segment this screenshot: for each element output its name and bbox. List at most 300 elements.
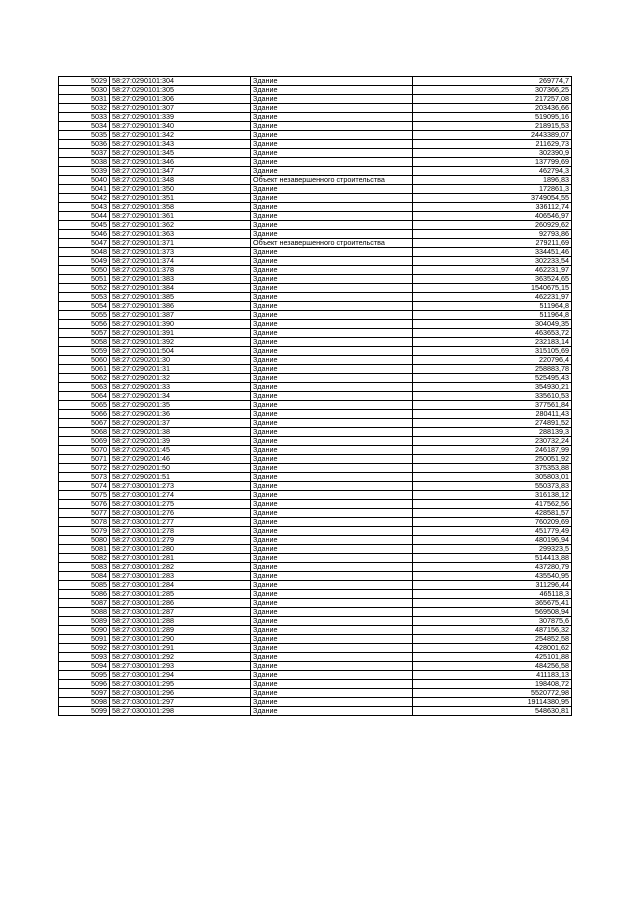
row-number: 5096	[59, 680, 110, 689]
cadastral-value: 487156,32	[413, 626, 572, 635]
cadastral-value: 514413,88	[413, 554, 572, 563]
cadastral-number: 58:27:0290101:504	[110, 347, 251, 356]
row-number: 5075	[59, 491, 110, 500]
cadastral-number: 58:27:0290101:363	[110, 230, 251, 239]
cadastral-number: 58:27:0290201:50	[110, 464, 251, 473]
table-row	[59, 95, 572, 104]
object-type: Здание	[251, 419, 413, 428]
table-row	[59, 194, 572, 203]
cadastral-value: 2443389,07	[413, 131, 572, 140]
row-number: 5077	[59, 509, 110, 518]
table-row	[59, 599, 572, 608]
cadastral-number: 58:27:0300101:276	[110, 509, 251, 518]
row-number: 5039	[59, 167, 110, 176]
object-type: Здание	[251, 140, 413, 149]
cadastral-value: 511964,8	[413, 311, 572, 320]
row-number: 5080	[59, 536, 110, 545]
cadastral-value: 5520772,98	[413, 689, 572, 698]
cadastral-number: 58:27:0300101:293	[110, 662, 251, 671]
object-type: Здание	[251, 410, 413, 419]
cadastral-number: 58:27:0290201:37	[110, 419, 251, 428]
cadastral-value-table	[58, 76, 572, 716]
row-number: 5094	[59, 662, 110, 671]
object-type: Здание	[251, 554, 413, 563]
cadastral-number: 58:27:0290101:345	[110, 149, 251, 158]
cadastral-value: 484256,58	[413, 662, 572, 671]
object-type: Здание	[251, 527, 413, 536]
cadastral-number: 58:27:0290101:343	[110, 140, 251, 149]
cadastral-number: 58:27:0290201:30	[110, 356, 251, 365]
table-row	[59, 158, 572, 167]
table-row	[59, 167, 572, 176]
cadastral-value: 462231,97	[413, 266, 572, 275]
object-type: Здание	[251, 500, 413, 509]
cadastral-value: 211629,73	[413, 140, 572, 149]
object-type: Здание	[251, 491, 413, 500]
object-type: Здание	[251, 455, 413, 464]
cadastral-number: 58:27:0300101:295	[110, 680, 251, 689]
cadastral-value: 462794,3	[413, 167, 572, 176]
table-row	[59, 230, 572, 239]
cadastral-value: 377561,84	[413, 401, 572, 410]
cadastral-value: 406546,97	[413, 212, 572, 221]
table-row	[59, 698, 572, 707]
cadastral-value: 220796,4	[413, 356, 572, 365]
row-number: 5034	[59, 122, 110, 131]
cadastral-value: 428001,62	[413, 644, 572, 653]
cadastral-number: 58:27:0300101:290	[110, 635, 251, 644]
cadastral-number: 58:27:0290101:392	[110, 338, 251, 347]
object-type: Здание	[251, 248, 413, 257]
table-row	[59, 374, 572, 383]
cadastral-value: 336112,74	[413, 203, 572, 212]
row-number: 5090	[59, 626, 110, 635]
table-row	[59, 572, 572, 581]
table-row	[59, 266, 572, 275]
object-type: Здание	[251, 635, 413, 644]
cadastral-number: 58:27:0300101:286	[110, 599, 251, 608]
row-number: 5061	[59, 365, 110, 374]
cadastral-value: 480196,94	[413, 536, 572, 545]
cadastral-value: 1540675,15	[413, 284, 572, 293]
table-row	[59, 554, 572, 563]
cadastral-number: 58:27:0290101:362	[110, 221, 251, 230]
cadastral-value: 569508,94	[413, 608, 572, 617]
row-number: 5091	[59, 635, 110, 644]
cadastral-number: 58:27:0290201:51	[110, 473, 251, 482]
object-type: Здание	[251, 581, 413, 590]
object-type: Здание	[251, 446, 413, 455]
object-type: Здание	[251, 536, 413, 545]
cadastral-number: 58:27:0290101:351	[110, 194, 251, 203]
object-type: Здание	[251, 302, 413, 311]
table-row	[59, 689, 572, 698]
object-type: Здание	[251, 626, 413, 635]
cadastral-number: 58:27:0290201:34	[110, 392, 251, 401]
object-type: Здание	[251, 518, 413, 527]
table-body	[59, 77, 572, 716]
object-type: Здание	[251, 149, 413, 158]
cadastral-value: 274891,52	[413, 419, 572, 428]
cadastral-value: 428581,57	[413, 509, 572, 518]
row-number: 5070	[59, 446, 110, 455]
row-number: 5029	[59, 77, 110, 86]
object-type: Здание	[251, 374, 413, 383]
row-number: 5084	[59, 572, 110, 581]
cadastral-number: 58:27:0290101:350	[110, 185, 251, 194]
object-type: Здание	[251, 401, 413, 410]
cadastral-number: 58:27:0290201:39	[110, 437, 251, 446]
table-row	[59, 707, 572, 716]
table-row	[59, 356, 572, 365]
row-number: 5031	[59, 95, 110, 104]
cadastral-value: 172861,3	[413, 185, 572, 194]
row-number: 5092	[59, 644, 110, 653]
table-row	[59, 149, 572, 158]
row-number: 5097	[59, 689, 110, 698]
table-row	[59, 140, 572, 149]
cadastral-number: 58:27:0300101:284	[110, 581, 251, 590]
table-row	[59, 122, 572, 131]
row-number: 5099	[59, 707, 110, 716]
table-row	[59, 383, 572, 392]
row-number: 5040	[59, 176, 110, 185]
cadastral-value: 304049,35	[413, 320, 572, 329]
cadastral-number: 58:27:0300101:274	[110, 491, 251, 500]
cadastral-number: 58:27:0290101:390	[110, 320, 251, 329]
object-type: Здание	[251, 482, 413, 491]
cadastral-value: 302233,54	[413, 257, 572, 266]
table-row	[59, 518, 572, 527]
row-number: 5093	[59, 653, 110, 662]
table-row	[59, 626, 572, 635]
table-row	[59, 275, 572, 284]
cadastral-number: 58:27:0290201:33	[110, 383, 251, 392]
object-type: Здание	[251, 671, 413, 680]
table-row	[59, 608, 572, 617]
row-number: 5057	[59, 329, 110, 338]
cadastral-number: 58:27:0300101:278	[110, 527, 251, 536]
table-row	[59, 662, 572, 671]
cadastral-value: 375353,88	[413, 464, 572, 473]
object-type: Здание	[251, 95, 413, 104]
cadastral-value: 519095,16	[413, 113, 572, 122]
table-row	[59, 563, 572, 572]
cadastral-number: 58:27:0290201:35	[110, 401, 251, 410]
object-type: Здание	[251, 284, 413, 293]
table-row	[59, 320, 572, 329]
row-number: 5085	[59, 581, 110, 590]
object-type: Здание	[251, 680, 413, 689]
cadastral-value: 335610,53	[413, 392, 572, 401]
object-type: Здание	[251, 392, 413, 401]
cadastral-value: 425101,88	[413, 653, 572, 662]
object-type: Здание	[251, 644, 413, 653]
table-row	[59, 527, 572, 536]
table-row	[59, 653, 572, 662]
object-type: Здание	[251, 617, 413, 626]
cadastral-number: 58:27:0290101:361	[110, 212, 251, 221]
object-type: Здание	[251, 221, 413, 230]
object-type: Здание	[251, 338, 413, 347]
object-type: Здание	[251, 347, 413, 356]
table-row	[59, 185, 572, 194]
cadastral-value: 299323,5	[413, 545, 572, 554]
object-type: Здание	[251, 293, 413, 302]
object-type: Здание	[251, 158, 413, 167]
cadastral-number: 58:27:0300101:277	[110, 518, 251, 527]
row-number: 5074	[59, 482, 110, 491]
object-type: Объект незавершенного строительства	[251, 239, 413, 248]
table-row	[59, 509, 572, 518]
row-number: 5048	[59, 248, 110, 257]
object-type: Здание	[251, 608, 413, 617]
row-number: 5047	[59, 239, 110, 248]
row-number: 5041	[59, 185, 110, 194]
row-number: 5059	[59, 347, 110, 356]
table-row	[59, 644, 572, 653]
row-number: 5030	[59, 86, 110, 95]
row-number: 5079	[59, 527, 110, 536]
object-type: Здание	[251, 698, 413, 707]
row-number: 5071	[59, 455, 110, 464]
cadastral-value: 511964,8	[413, 302, 572, 311]
cadastral-value: 279211,69	[413, 239, 572, 248]
row-number: 5038	[59, 158, 110, 167]
table-row	[59, 239, 572, 248]
object-type: Здание	[251, 212, 413, 221]
row-number: 5067	[59, 419, 110, 428]
cadastral-number: 58:27:0290101:340	[110, 122, 251, 131]
table-row	[59, 473, 572, 482]
cadastral-value: 250051,92	[413, 455, 572, 464]
cadastral-number: 58:27:0290101:374	[110, 257, 251, 266]
cadastral-number: 58:27:0290201:46	[110, 455, 251, 464]
cadastral-value: 525495,43	[413, 374, 572, 383]
row-number: 5082	[59, 554, 110, 563]
cadastral-number: 58:27:0290201:36	[110, 410, 251, 419]
cadastral-value: 246187,99	[413, 446, 572, 455]
cadastral-value: 311296,44	[413, 581, 572, 590]
cadastral-value: 465118,3	[413, 590, 572, 599]
object-type: Здание	[251, 311, 413, 320]
cadastral-value: 307875,6	[413, 617, 572, 626]
row-number: 5043	[59, 203, 110, 212]
cadastral-value: 550373,83	[413, 482, 572, 491]
table-row	[59, 581, 572, 590]
cadastral-number: 58:27:0290101:383	[110, 275, 251, 284]
cadastral-value: 254852,58	[413, 635, 572, 644]
cadastral-number: 58:27:0300101:283	[110, 572, 251, 581]
cadastral-value: 315105,69	[413, 347, 572, 356]
cadastral-number: 58:27:0290101:384	[110, 284, 251, 293]
cadastral-value: 137799,69	[413, 158, 572, 167]
cadastral-number: 58:27:0290101:387	[110, 311, 251, 320]
row-number: 5052	[59, 284, 110, 293]
cadastral-value: 435540,95	[413, 572, 572, 581]
table-row	[59, 77, 572, 86]
table-row	[59, 329, 572, 338]
table-row	[59, 590, 572, 599]
cadastral-value: 269774,7	[413, 77, 572, 86]
object-type: Здание	[251, 185, 413, 194]
row-number: 5033	[59, 113, 110, 122]
object-type: Здание	[251, 77, 413, 86]
row-number: 5042	[59, 194, 110, 203]
table-row	[59, 221, 572, 230]
row-number: 5069	[59, 437, 110, 446]
row-number: 5063	[59, 383, 110, 392]
cadastral-value: 417562,56	[413, 500, 572, 509]
cadastral-value: 316138,12	[413, 491, 572, 500]
table-row	[59, 293, 572, 302]
table-row	[59, 500, 572, 509]
cadastral-number: 58:27:0300101:292	[110, 653, 251, 662]
table-row	[59, 338, 572, 347]
object-type: Здание	[251, 365, 413, 374]
cadastral-number: 58:27:0290101:378	[110, 266, 251, 275]
table-row	[59, 428, 572, 437]
table-row	[59, 437, 572, 446]
cadastral-value: 307366,25	[413, 86, 572, 95]
table-row	[59, 446, 572, 455]
cadastral-value: 230732,24	[413, 437, 572, 446]
row-number: 5068	[59, 428, 110, 437]
row-number: 5087	[59, 599, 110, 608]
row-number: 5081	[59, 545, 110, 554]
cadastral-number: 58:27:0290201:31	[110, 365, 251, 374]
table-row	[59, 635, 572, 644]
row-number: 5055	[59, 311, 110, 320]
row-number: 5037	[59, 149, 110, 158]
row-number: 5058	[59, 338, 110, 347]
object-type: Здание	[251, 464, 413, 473]
cadastral-number: 58:27:0300101:296	[110, 689, 251, 698]
row-number: 5062	[59, 374, 110, 383]
object-type: Здание	[251, 653, 413, 662]
object-type: Здание	[251, 275, 413, 284]
cadastral-number: 58:27:0300101:289	[110, 626, 251, 635]
row-number: 5064	[59, 392, 110, 401]
row-number: 5051	[59, 275, 110, 284]
table-row	[59, 203, 572, 212]
cadastral-value: 437280,79	[413, 563, 572, 572]
object-type: Здание	[251, 383, 413, 392]
table-row	[59, 680, 572, 689]
table-row	[59, 536, 572, 545]
cadastral-number: 58:27:0290101:342	[110, 131, 251, 140]
object-type: Здание	[251, 689, 413, 698]
object-type: Здание	[251, 113, 413, 122]
cadastral-number: 58:27:0290101:348	[110, 176, 251, 185]
object-type: Здание	[251, 428, 413, 437]
cadastral-number: 58:27:0300101:294	[110, 671, 251, 680]
cadastral-number: 58:27:0290101:305	[110, 86, 251, 95]
table-row	[59, 392, 572, 401]
row-number: 5095	[59, 671, 110, 680]
cadastral-value: 3749054,55	[413, 194, 572, 203]
table-row	[59, 671, 572, 680]
object-type: Здание	[251, 437, 413, 446]
cadastral-number: 58:27:0300101:285	[110, 590, 251, 599]
row-number: 5036	[59, 140, 110, 149]
cadastral-number: 58:27:0290101:307	[110, 104, 251, 113]
object-type: Здание	[251, 167, 413, 176]
table-row	[59, 491, 572, 500]
object-type: Здание	[251, 599, 413, 608]
cadastral-number: 58:27:0300101:273	[110, 482, 251, 491]
row-number: 5073	[59, 473, 110, 482]
table-row	[59, 419, 572, 428]
cadastral-value: 302390,9	[413, 149, 572, 158]
cadastral-value: 363524,65	[413, 275, 572, 284]
table-row	[59, 401, 572, 410]
cadastral-number: 58:27:0290101:346	[110, 158, 251, 167]
table-row	[59, 455, 572, 464]
cadastral-value: 232183,14	[413, 338, 572, 347]
row-number: 5076	[59, 500, 110, 509]
object-type: Здание	[251, 356, 413, 365]
object-type: Объект незавершенного строительства	[251, 176, 413, 185]
cadastral-value: 258883,78	[413, 365, 572, 374]
cadastral-value: 203436,66	[413, 104, 572, 113]
row-number: 5045	[59, 221, 110, 230]
cadastral-value: 260929,62	[413, 221, 572, 230]
cadastral-value: 198408,72	[413, 680, 572, 689]
cadastral-number: 58:27:0300101:280	[110, 545, 251, 554]
cadastral-number: 58:27:0290101:373	[110, 248, 251, 257]
table-row	[59, 176, 572, 185]
cadastral-value: 760209,69	[413, 518, 572, 527]
object-type: Здание	[251, 194, 413, 203]
cadastral-number: 58:27:0290201:45	[110, 446, 251, 455]
row-number: 5072	[59, 464, 110, 473]
object-type: Здание	[251, 203, 413, 212]
object-type: Здание	[251, 572, 413, 581]
object-type: Здание	[251, 662, 413, 671]
cadastral-value: 365675,41	[413, 599, 572, 608]
cadastral-value: 19114380,95	[413, 698, 572, 707]
cadastral-number: 58:27:0290101:386	[110, 302, 251, 311]
table-row	[59, 617, 572, 626]
cadastral-number: 58:27:0290101:347	[110, 167, 251, 176]
cadastral-value: 334451,46	[413, 248, 572, 257]
cadastral-number: 58:27:0290101:304	[110, 77, 251, 86]
cadastral-value: 218915,53	[413, 122, 572, 131]
cadastral-value: 462231,97	[413, 293, 572, 302]
table-row	[59, 104, 572, 113]
cadastral-number: 58:27:0290101:306	[110, 95, 251, 104]
object-type: Здание	[251, 230, 413, 239]
object-type: Здание	[251, 257, 413, 266]
row-number: 5060	[59, 356, 110, 365]
row-number: 5066	[59, 410, 110, 419]
cadastral-value: 1896,83	[413, 176, 572, 185]
object-type: Здание	[251, 329, 413, 338]
cadastral-value: 548630,81	[413, 707, 572, 716]
cadastral-number: 58:27:0300101:279	[110, 536, 251, 545]
table-row	[59, 545, 572, 554]
cadastral-value: 92793,86	[413, 230, 572, 239]
object-type: Здание	[251, 266, 413, 275]
row-number: 5098	[59, 698, 110, 707]
cadastral-number: 58:27:0290201:32	[110, 374, 251, 383]
cadastral-value: 280411,43	[413, 410, 572, 419]
cadastral-number: 58:27:0300101:288	[110, 617, 251, 626]
table-row	[59, 212, 572, 221]
cadastral-number: 58:27:0290101:385	[110, 293, 251, 302]
cadastral-value: 305803,01	[413, 473, 572, 482]
